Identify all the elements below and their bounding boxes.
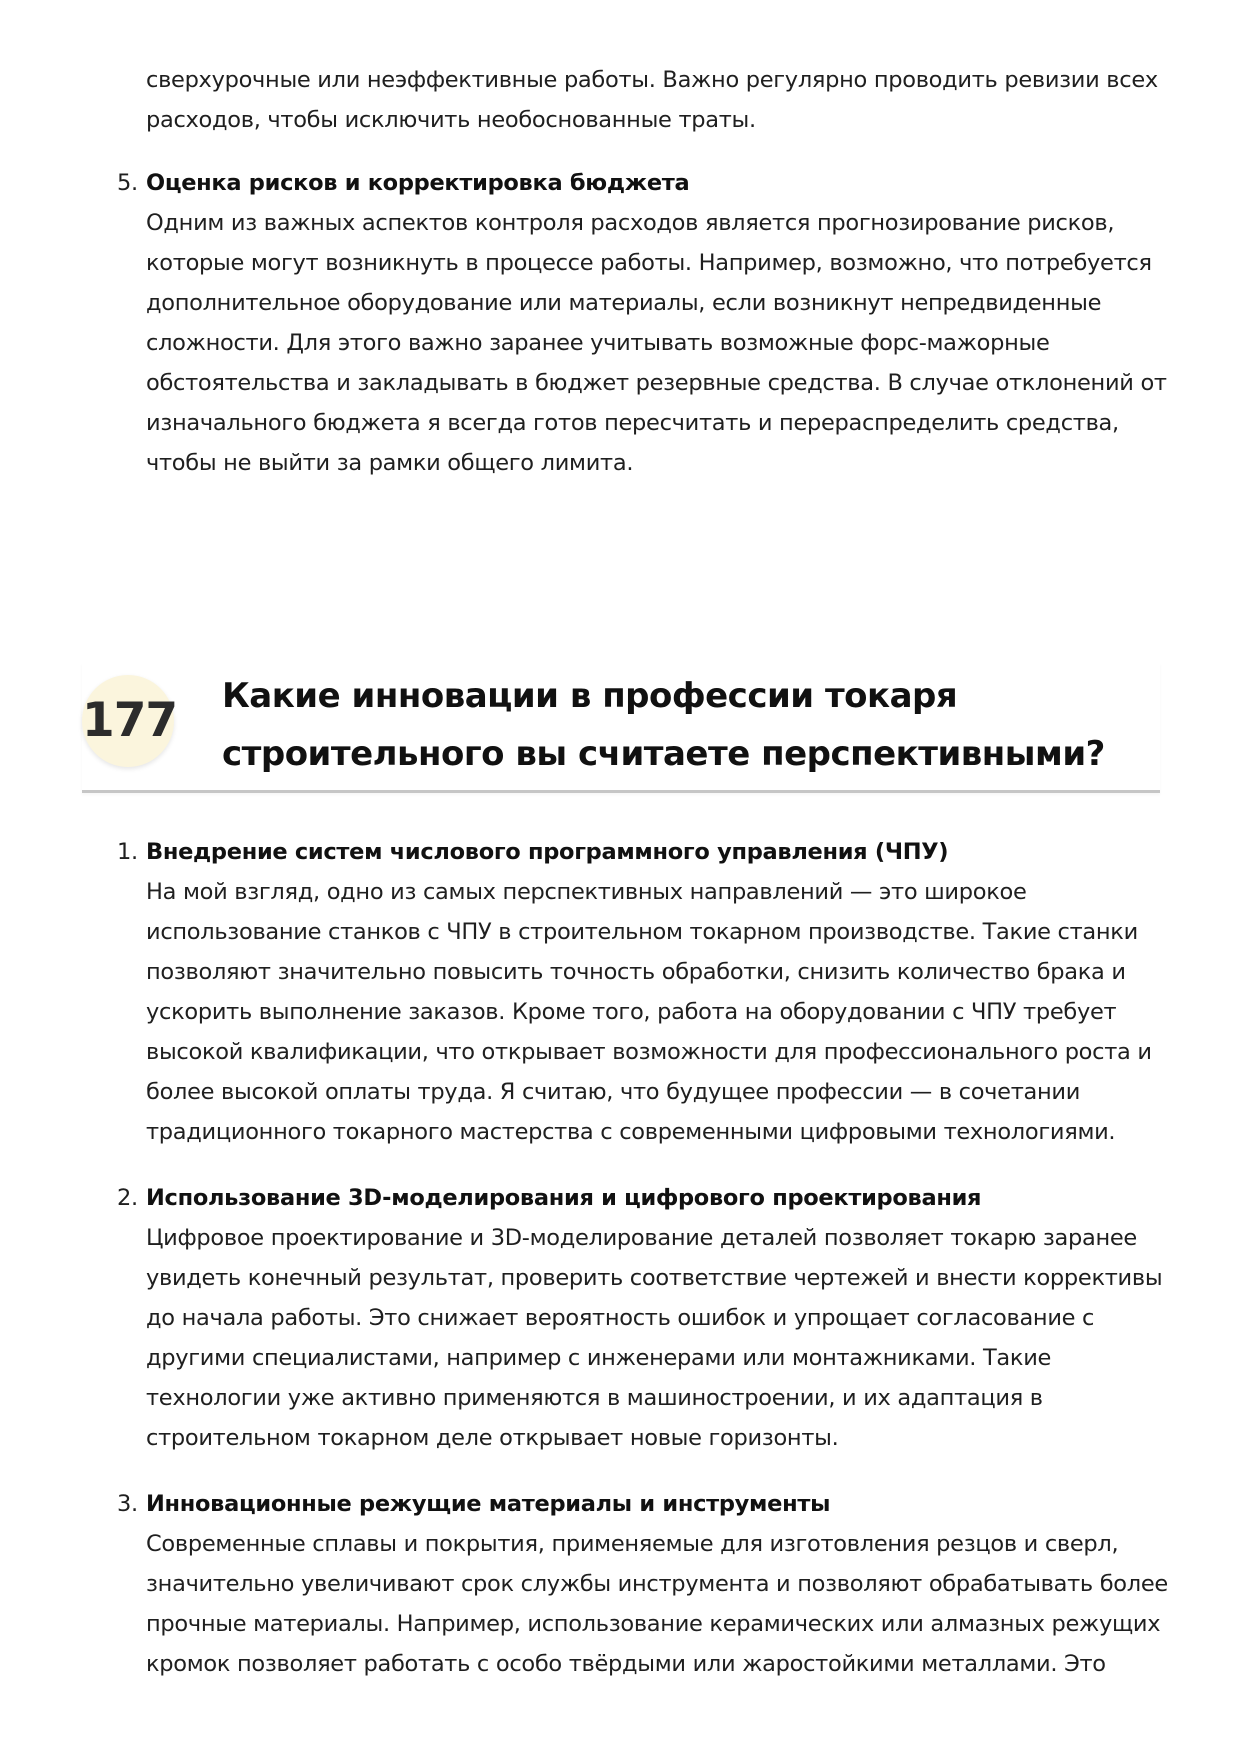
list-item xyxy=(117,163,1176,483)
list-item-title: Использование 3D-моделирования и цифрового проектирования xyxy=(146,1185,982,1211)
text-line: сверхурочные или неэффективные работы. Важно регулярно проводить ревизии всех xyxy=(146,67,1158,93)
text-line: высокой квалификации, что открывает возможности для профессионального роста и xyxy=(146,1039,1152,1065)
text-line: увидеть конечный результат, проверить соответствие чертежей и внести коррективы xyxy=(146,1265,1163,1291)
text-line: обстоятельства и закладывать в бюджет резервные средства. В случае отклонений от xyxy=(146,370,1167,396)
list-item-title: Оценка рисков и корректировка бюджета xyxy=(146,170,690,196)
intro-continuation xyxy=(146,60,1176,140)
text-line: которые могут возникнуть в процессе работы. Например, возможно, что потребуется xyxy=(146,250,1152,276)
list-item-number: 3. xyxy=(117,1491,138,1517)
text-line: сложности. Для этого важно заранее учитывать возможные форс-мажорные xyxy=(146,330,1050,356)
list-item-number: 2. xyxy=(117,1185,138,1211)
section-title-line: Какие инновации в профессии токаря xyxy=(222,676,958,716)
text-line: традиционного токарного мастерства с современными цифровыми технологиями. xyxy=(146,1119,1116,1145)
list-item xyxy=(117,1484,1176,1684)
list-item xyxy=(117,1178,1176,1458)
text-line: другими специалистами, например с инженерами или монтажниками. Такие xyxy=(146,1345,1052,1371)
text-line: изначального бюджета я всегда готов пересчитать и перераспределить средства, xyxy=(146,410,1119,436)
text-line: На мой взгляд, одно из самых перспективных направлений — это широкое xyxy=(146,879,1027,905)
list-item-body xyxy=(146,1524,1176,1684)
text-line: до начала работы. Это снижает вероятность ошибок и упрощает согласование с xyxy=(146,1305,1095,1331)
text-line: ускорить выполнение заказов. Кроме того, работа на оборудовании с ЧПУ требует xyxy=(146,999,1117,1025)
section-number-badge: 177 xyxy=(82,675,174,767)
list-item-number: 5. xyxy=(117,170,138,196)
text-line: строительном токарном деле открывает новые горизонты. xyxy=(146,1425,839,1451)
list-item xyxy=(117,832,1176,1152)
list-item-body xyxy=(146,1218,1176,1458)
section-title-line: строительного вы считаете перспективными? xyxy=(222,734,1105,774)
list-item-body xyxy=(146,872,1176,1152)
list-item-body xyxy=(146,203,1176,483)
text-line: расходов, чтобы исключить необоснованные траты. xyxy=(146,107,756,133)
text-line: значительно увеличивают срок службы инструмента и позволяют обрабатывать более xyxy=(146,1571,1168,1597)
text-line: технологии уже активно применяются в машиностроении, и их адаптация в xyxy=(146,1385,1043,1411)
section-title xyxy=(222,667,1152,783)
text-line: использование станков с ЧПУ в строительном токарном производстве. Такие станки xyxy=(146,919,1138,945)
text-line: кромок позволяет работать с особо твёрдыми или жаростойкими металлами. Это xyxy=(146,1651,1106,1677)
list-item-title: Инновационные режущие материалы и инструменты xyxy=(146,1491,831,1517)
text-line: позволяют значительно повысить точность обработки, снизить количество брака и xyxy=(146,959,1126,985)
text-line: прочные материалы. Например, использование керамических или алмазных режущих xyxy=(146,1611,1161,1637)
list-item-title: Внедрение систем числового программного управления (ЧПУ) xyxy=(146,839,949,865)
list-item-number: 1. xyxy=(117,839,138,865)
text-line: дополнительное оборудование или материалы, если возникнут непредвиденные xyxy=(146,290,1102,316)
text-line: Современные сплавы и покрытия, применяемые для изготовления резцов и сверл, xyxy=(146,1531,1119,1557)
section-header xyxy=(82,663,1160,793)
text-line: Цифровое проектирование и 3D-моделирование деталей позволяет токарю заранее xyxy=(146,1225,1137,1251)
text-line: более высокой оплаты труда. Я считаю, что будущее профессии — в сочетании xyxy=(146,1079,1081,1105)
text-line: Одним из важных аспектов контроля расходов является прогнозирование рисков, xyxy=(146,210,1115,236)
text-line: чтобы не выйти за рамки общего лимита. xyxy=(146,450,634,476)
